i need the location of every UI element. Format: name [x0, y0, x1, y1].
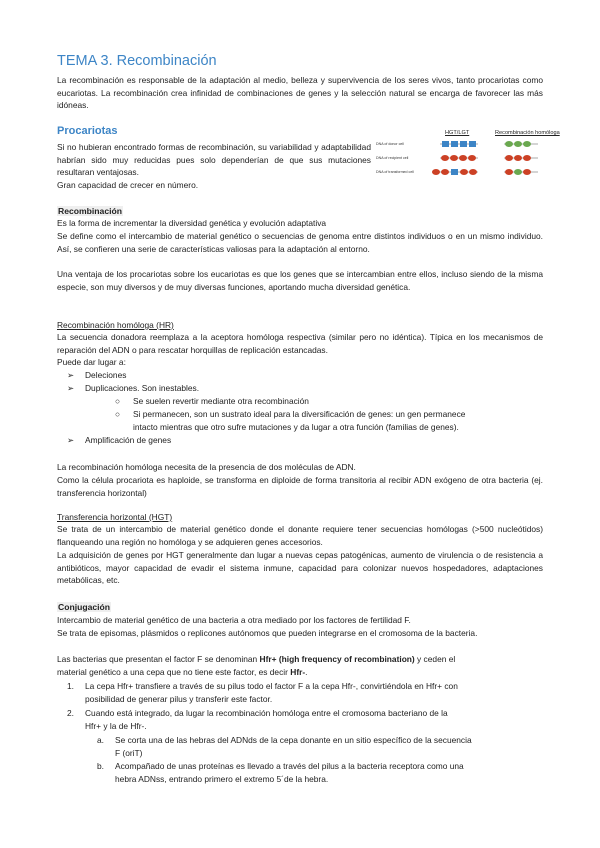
conjugacion-hfr-line-2	[57, 666, 307, 679]
conjugacion-heading: Conjugación	[58, 602, 111, 612]
text-run: Las bacterias que presentan el factor F se denominan	[57, 654, 260, 664]
hfr-minus-term: Hfr-	[290, 667, 306, 677]
conjugacion-hfr-line-1	[57, 653, 455, 666]
bullet-item	[67, 369, 126, 382]
lettered-item-text: Se corta una de las hebras del ADNds de la cepa donante en un sitio específico de la secuencia	[115, 735, 472, 745]
procariotas-paragraph-2: Gran capacidad de crecer en número.	[57, 180, 199, 190]
hr-puede-dar-lugar: Puede dar lugar a:	[57, 357, 126, 367]
sub-bullet-text: Se suelen revertir mediante otra recombinación	[133, 396, 309, 406]
hr-donor-dna	[504, 141, 538, 147]
lettered-marker: a.	[97, 735, 104, 745]
hgt-donor-dna	[440, 141, 478, 147]
procariotas-paragraph: Si no hubieran encontrado formas de recombinación, su variabilidad y adaptabilidad habrían sido muy reducidas pues solo dependerían de que sus mutaciones resultaran ventajosas.	[57, 142, 371, 178]
page-title: TEMA 3. Recombinación	[57, 53, 217, 69]
circle-bullet-icon: ○	[115, 396, 121, 406]
figure-row-label: DNA of recipient cell	[376, 156, 409, 160]
recombinacion-line: Es la forma de incrementar la diversidad genética y evolución adaptativa	[57, 218, 327, 228]
lettered-marker: b.	[97, 761, 104, 771]
hr-heading: Recombinación homóloga (HR)	[57, 320, 174, 330]
hr-paragraph: La secuencia donadora reemplaza a la aceptora homóloga respectiva (similar pero no idéntica). Típica en los mecanismos de reparación del ADN o para rescatar horquillas de replicación estancadas.	[57, 332, 543, 355]
recombinacion-paragraph: Se define como el intercambio de material genético o secuencias de genoma entre distintos individuos o en un mismo individuo. Así, se confieren una serie de características valiosas para la adaptación al entorno.	[57, 231, 543, 254]
lettered-item-text: Acompañado de unas proteínas es llevado a través del pilus a la bacteria receptora como una	[115, 761, 464, 771]
numbered-item-text: La cepa Hfr+ transfiere a través de su pilus todo el factor F a la cepa Hfr-, convirtiéndola en Hfr+ con	[85, 681, 458, 691]
hr-recipient-dna	[504, 155, 538, 161]
sub-bullet-item	[115, 408, 465, 421]
figure-row-label: DNA of donor cell	[376, 142, 404, 146]
sub-bullet-continuation: intacto mientras que otro sufre mutaciones y da lugar a otra función (familias de genes).	[133, 422, 459, 432]
recombinacion-paragraph-2: Una ventaja de los procariotas sobre los eucariotas es que los genes que se intercambian entre ellos, incluso siendo de la misma especie, son muy diversos y de muy diversas funciones, aportando mucha diversidad genética.	[57, 269, 543, 292]
text-run: material genético a una cepa que no tiene este factor, es decir	[57, 667, 291, 677]
hr-paragraph-3: Como la célula procariota es haploide, se transforma en diploide de forma transitoria al recibir ADN exógeno de otra bacteria (ej. transferencia horizontal)	[57, 475, 543, 498]
arrow-bullet-icon: ➢	[67, 383, 75, 393]
numbered-item-continuation: Hfr+ y la de Hfr-.	[85, 721, 147, 731]
hgt-transformed-dna	[432, 169, 478, 175]
hgt-heading: Transferencia horizontal (HGT)	[57, 512, 173, 522]
hr-paragraph-2: La recombinación homóloga necesita de la presencia de dos moléculas de ADN.	[57, 462, 356, 472]
arrow-bullet-icon: ➢	[67, 370, 75, 380]
bullet-text: Deleciones	[85, 370, 127, 380]
bullet-text: Amplificación de genes	[85, 435, 172, 445]
arrow-bullet-icon: ➢	[67, 435, 75, 445]
dna-diagram	[376, 130, 546, 178]
recombination-figure	[376, 130, 560, 178]
conjugacion-paragraph: Se trata de episomas, plásmidos o replicones autónomos que pueden integrarse en el cromosoma de la bacteria.	[57, 628, 478, 638]
hgt-recipient-dna	[440, 155, 478, 161]
numbered-item-text: Cuando está integrado, da lugar la recombinación homóloga entre el cromosoma bacteriano de la	[85, 708, 448, 718]
hgt-paragraph-2: La adquisición de genes por HGT generalmente dan lugar a nuevas cepas patogénicas, aumento de virulencia o de resistencia a antibióticos, mayor capacidad de evadir el sistema inmune, capacidad para colonizar nuevos hospedadores, adaptaciones metabólicas, etc.	[57, 550, 543, 586]
numbered-marker: 1.	[67, 681, 74, 691]
hgt-paragraph: Se trata de un intercambio de material genético donde el donante requiere tener secuencias homólogas (>500 nucleótidos) flanqueando una región no homóloga y se adquieren genes accesorios.	[57, 524, 543, 547]
numbered-marker: 2.	[67, 708, 74, 718]
figure-row-label: DNA of transformed cell	[376, 170, 414, 174]
conjugacion-line: Intercambio de material genético de una bacteria a otra mediado por los factores de fertilidad F.	[57, 615, 411, 625]
lettered-item-continuation: hebra ADNss, entrando primero el extremo 5´de la hebra.	[115, 774, 329, 784]
text-run: .	[305, 667, 308, 677]
numbered-item-continuation: posibilidad de generar pilus y transferir este factor.	[85, 694, 273, 704]
procariotas-heading: Procariotas	[57, 125, 118, 137]
sub-bullet-text: Si permanecen, son un sustrato ideal para la diversificación de genes: un gen permanece	[133, 409, 466, 419]
sub-bullet-item	[115, 395, 309, 408]
text-run: y ceden el	[414, 654, 456, 664]
hr-transformed-dna	[504, 169, 538, 175]
hfr-plus-term: Hfr+ (high frequency of recombination)	[259, 654, 415, 664]
lettered-item-continuation: F (oriT)	[115, 748, 143, 758]
figure-header-hgt: HGT/LGT	[445, 130, 470, 136]
bullet-item	[67, 434, 171, 447]
recombinacion-heading: Recombinación	[58, 206, 122, 216]
bullet-text: Duplicaciones. Son inestables.	[85, 383, 200, 393]
figure-header-hr: Recombinación homóloga	[495, 130, 560, 136]
intro-paragraph: La recombinación es responsable de la adaptación al medio, belleza y supervivencia de los seres vivos, tanto procariotas como eucariotas. La recombinación crea infinidad de combinaciones de genes y la selección natural se encarga de favorecer las más idóneas.	[57, 75, 543, 111]
bullet-item	[67, 382, 199, 395]
circle-bullet-icon: ○	[115, 409, 121, 419]
